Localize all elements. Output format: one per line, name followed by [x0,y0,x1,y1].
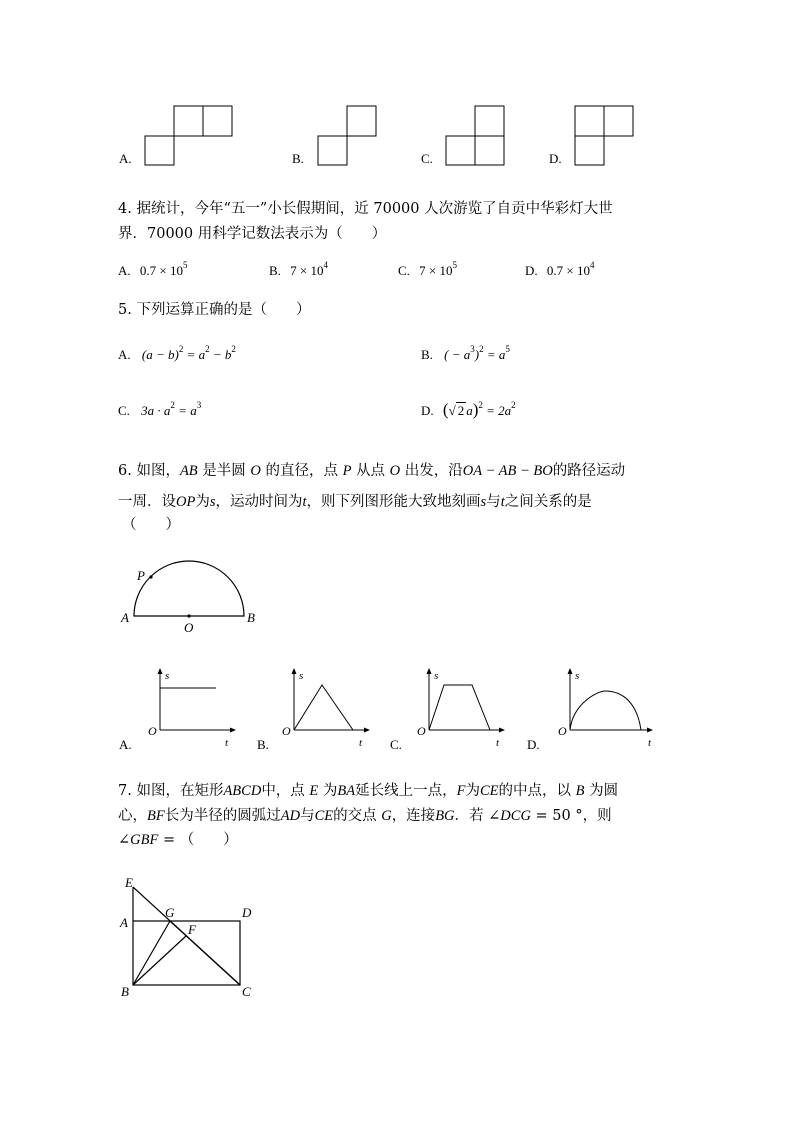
q6-graph-a-axis-y: s [165,670,170,682]
q4-option-d-mantissa: 0.7 [546,263,564,278]
q7-text: 的中点，以 [498,783,576,799]
q4-option-b-label: B. [269,263,281,278]
q6-graph-b [277,663,377,748]
q7-stem-line3 [118,828,238,849]
q5-option-b-left: ( − a [444,347,471,362]
q4-option-b [269,260,328,279]
q6-text: 为 [195,494,210,510]
q7-label-a: A [120,915,128,930]
q5-option-b [421,344,510,363]
q6-graph-d-axis-y: s [575,670,580,682]
q3-option-d-label: D. [549,151,562,166]
q5-option-c-right-exp: 3 [196,400,202,410]
q3-option-d-figure [572,105,642,167]
q6-semicircle-figure [115,550,265,635]
q7-math-abcd: ABCD [223,783,262,799]
q7-text: ∠ [118,832,131,848]
q4-option-a [118,260,187,279]
q3-option-b-figure [315,105,385,167]
q4-option-b-exp: 4 [323,260,329,270]
q6-math-t: t [302,494,307,510]
q7-text: 中，点 [261,783,310,799]
q6-text: 一周．设 [118,494,176,510]
q6-graph-b-axis-y: s [299,670,304,682]
q5-option-a-right-exp: 2 [231,344,236,354]
q7-label-e: E [125,875,133,890]
q7-stem-line1 [118,779,618,800]
q4-stem-line1: 4. 据统计，今年“五一”小长假期间，近 70000 人次游览了自贡中华彩灯大世 [118,201,613,217]
q4-option-b-mantissa: 7 [290,263,297,278]
q4-option-a-base: 10 [169,263,183,278]
q5-option-c-label: C. [118,403,130,418]
q6-text: 从点 [351,463,390,479]
q4-option-c-base: 10 [439,263,453,278]
q5-option-b-left-exp: 3 [470,344,475,354]
q7-text: 延长线上一点， [355,783,457,799]
q7-label-g: G [165,905,175,920]
q7-text: 长为半径的圆弧过 [164,808,281,824]
q7-text: 的交点 [333,808,382,824]
q7-text: = 50 °，则 [530,808,612,824]
q5-option-d-label: D. [421,403,434,418]
q7-text: 为 [465,783,480,799]
q3-option-a-figure [140,105,240,167]
q6-graph-c-label: C. [390,737,402,752]
q6-math-s: s [480,494,487,510]
q7-label-f: F [188,922,196,937]
q7-text: 为圆 [584,783,619,799]
q6-graph-d [553,663,663,748]
q6-graph-c-axis-x: t [496,737,500,748]
q6-label-o: O [184,620,194,635]
q5-option-a-mid-exp: 2 [205,344,210,354]
q6-graph-b-axis-x: t [359,737,363,748]
q7-text: = （ ） [158,832,238,848]
q6-graph-c-origin: O [417,724,426,738]
q5-option-b-mid-exp: 2 [479,344,484,354]
q5-option-c [118,400,201,419]
q7-math-ba: BA [337,783,356,799]
q6-math-p: P [342,463,352,479]
q7-math-ce: CE [479,783,499,799]
q7-text: 心， [118,808,147,824]
q6-math-ab: AB [179,463,198,479]
q5-option-a-left-exp: 2 [178,344,184,354]
q4-option-a-mantissa: 0.7 [139,263,157,278]
q4-option-c-mantissa: 7 [419,263,426,278]
q5-option-c-right: = a [174,403,197,418]
q4-option-d-base: 10 [576,263,590,278]
q7-text: 为 [318,783,338,799]
q6-math-o: O [389,463,401,479]
q6-stem-line3: （ ） [122,517,180,533]
q5-option-c-left: 3a · a [141,403,171,418]
q6-graph-b-origin: O [282,724,291,738]
q6-graph-a [143,663,243,748]
q5-option-d-var: a [466,403,473,418]
q6-math-o: O [250,463,261,479]
q4-option-c-exp: 5 [452,260,458,270]
q6-text: ，运动时间为 [215,494,303,510]
q5-option-a-right: − b [209,347,232,362]
q6-text: 之间关系的是 [504,494,592,510]
q4-option-d [525,260,594,279]
q6-label-a: A [121,610,129,625]
q6-graph-a-axis-x: t [225,737,229,748]
q7-text: 与 [300,808,315,824]
q6-math-s: s [209,494,216,510]
q7-math-g: G [381,808,392,824]
q5-option-b-label: B. [421,347,433,362]
q6-graph-a-label: A. [119,737,132,752]
q7-label-b: B [121,984,129,999]
q6-graph-a-origin: O [148,724,157,738]
q4-option-a-times: × [159,263,167,278]
q3-option-b-label: B. [292,151,304,166]
q4-option-c-label: C. [398,263,410,278]
q6-math-op: OP [176,494,196,510]
q6-text: 与 [486,494,501,510]
q7-math-ad: AD [280,808,301,824]
q6-label-p: P [137,568,145,583]
q7-rectangle-figure [115,875,265,1005]
q3-option-c-label: C. [421,151,433,166]
q7-math-bf: BF [147,808,165,824]
q3-options [0,95,794,175]
q6-graph-c-axis-y: s [434,670,439,682]
q5-option-b-right: = a [483,347,506,362]
q7-math-dcg: DCG [500,808,531,824]
q5-stem: 5. 下列运算正确的是（ ） [118,302,311,318]
q4-option-a-exp: 5 [182,260,188,270]
q4-option-b-base: 10 [310,263,324,278]
q5-option-d: D. (√ 2 $a)^2 = 2a^2$ [421,400,516,419]
q4-option-d-exp: 4 [589,260,595,270]
q6-graph-d-origin: O [558,724,567,738]
q7-math-b: B [575,783,585,799]
q7-math-f: F [456,783,466,799]
q6-stem-line1 [118,459,625,480]
q5-option-b-mid: ) [474,347,480,362]
q7-label-d: D [242,905,252,920]
q5-option-a-left: (a − b) [141,347,179,362]
q4-option-d-times: × [566,263,574,278]
q3-option-c-figure [443,105,513,167]
q3-option-a-label: A. [119,151,132,166]
q4-stem-line2: 界．70000 用科学记数法表示为（ ） [118,226,387,242]
q5-option-d-sqrt-num: 2 [457,403,465,418]
q7-math-e: E [309,783,319,799]
q5-option-a-label: A. [118,347,131,362]
q6-graph-d-axis-x: t [648,737,652,748]
q7-math-gbf: GBF [130,832,159,848]
q4-option-c [398,260,457,279]
q6-graph-c [412,663,512,748]
q4-option-c-times: × [428,263,437,278]
q6-graph-d-label: D. [527,737,540,752]
q6-text: 的直径，点 [260,463,343,479]
q6-math-path: OA − AB − BO [462,463,553,479]
q4-option-a-label: A. [118,263,131,278]
q5-option-a [118,344,236,363]
q6-label-b: B [247,610,255,625]
q6-text: ，则下列图形能大致地刻画 [306,494,481,510]
q7-math-ce: CE [314,808,334,824]
q7-text: ，连接 [391,808,436,824]
q4-option-d-label: D. [525,263,538,278]
q6-math-t: t [500,494,505,510]
q6-graph-b-label: B. [257,737,269,752]
q6-text: 出发，沿 [400,463,463,479]
q5-option-c-left-exp: 2 [170,400,175,410]
q6-stem-line2 [118,490,592,511]
q6-text: 的路径运动 [552,463,626,479]
q5-option-d-right: = 2a [482,403,512,418]
q7-label-c: C [242,984,251,999]
q5-option-d-right-exp: 2 [511,400,516,410]
q7-math-bg: BG [435,808,455,824]
q7-text: 7. 如图，在矩形 [118,783,224,799]
q5-option-d-outer-exp: 2 [478,400,483,410]
q5-option-b-right-exp: 5 [505,344,510,354]
q6-text: 是半圆 [197,463,251,479]
q6-text: 6. 如图， [118,463,180,479]
q7-stem-line2 [118,804,612,825]
q4-option-b-times: × [299,263,308,278]
q7-text: ．若 ∠ [454,808,501,824]
q5-option-a-mid: = a [183,347,206,362]
